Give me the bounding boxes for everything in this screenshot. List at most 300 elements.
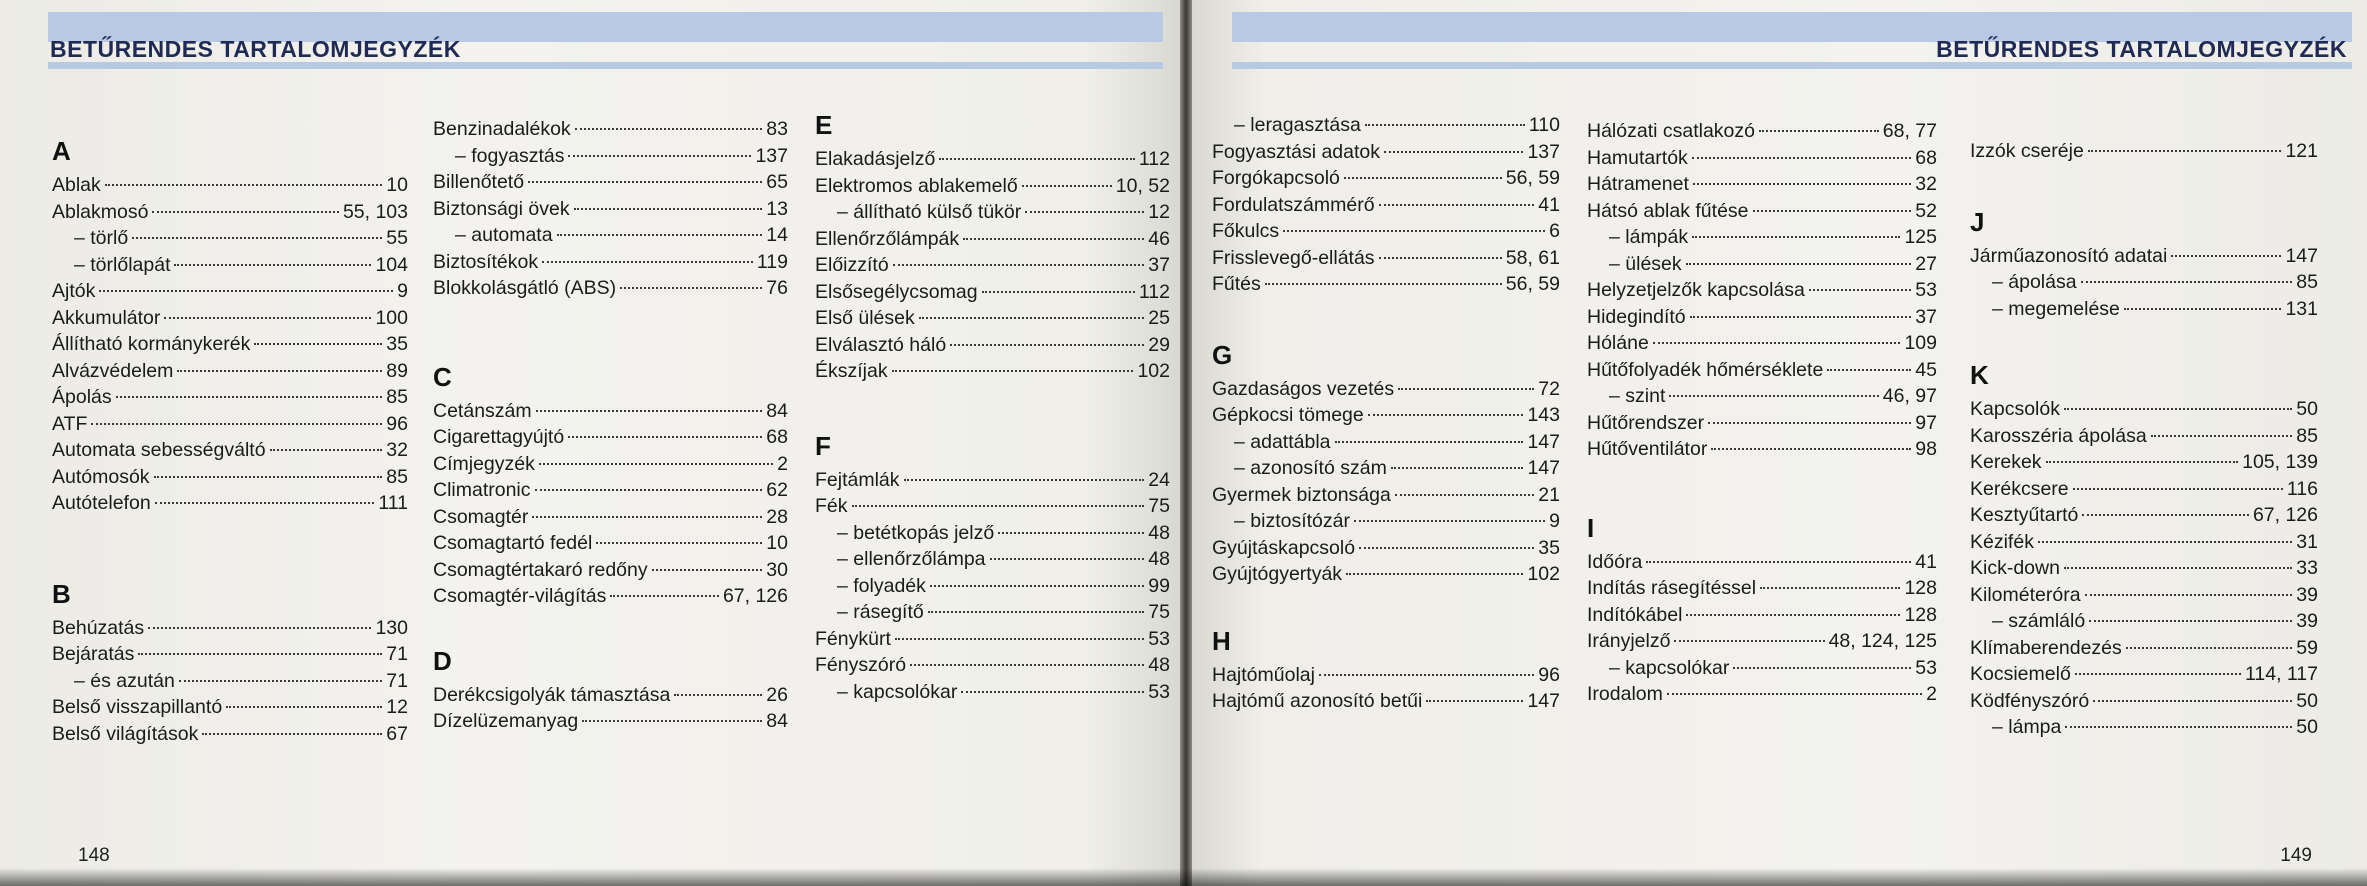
dot-leader bbox=[1669, 395, 1878, 397]
index-page-ref: 96 bbox=[386, 412, 408, 435]
dot-leader bbox=[919, 317, 1145, 319]
index-page-ref: 98 bbox=[1915, 438, 1937, 460]
index-term: Fordulatszámmérő bbox=[1212, 193, 1375, 216]
index-page-ref: 9 bbox=[1549, 510, 1560, 532]
left-page bbox=[0, 0, 1180, 886]
index-page-ref: 128 bbox=[1904, 603, 1937, 626]
index-entry bbox=[1212, 535, 1560, 561]
dot-leader bbox=[1667, 693, 1922, 695]
index-entry bbox=[433, 249, 788, 275]
index-entry bbox=[1587, 549, 1937, 575]
index-term: Elválasztó háló bbox=[815, 333, 947, 356]
index-term: Derékcsigolyák támasztása bbox=[433, 683, 671, 706]
index-term: Kocsiemelő bbox=[1970, 663, 2071, 685]
index-entry bbox=[1212, 662, 1560, 688]
dot-leader bbox=[1391, 467, 1524, 469]
index-term: – folyadék bbox=[837, 574, 926, 597]
index-term: – lámpa bbox=[1992, 716, 2062, 738]
index-page-ref: 10 bbox=[386, 174, 408, 196]
index-term: Hóláne bbox=[1587, 332, 1649, 354]
dot-leader bbox=[963, 238, 1144, 240]
index-page-ref: 37 bbox=[1915, 305, 1937, 328]
dot-leader bbox=[1395, 494, 1534, 496]
dot-leader bbox=[1674, 640, 1824, 642]
index-entry bbox=[1970, 396, 2318, 422]
dot-leader bbox=[155, 502, 375, 504]
index-term: – kapcsolókar bbox=[1609, 656, 1730, 679]
index-entry bbox=[52, 278, 408, 304]
index-term: – megemelése bbox=[1992, 297, 2120, 320]
index-page-ref: 102 bbox=[1137, 360, 1170, 382]
index-page-ref: 68, 77 bbox=[1882, 120, 1937, 142]
dot-leader bbox=[116, 396, 383, 398]
index-entry bbox=[52, 615, 408, 641]
index-term: Gyermek biztonsága bbox=[1212, 483, 1391, 506]
index-term: Elakadásjelző bbox=[815, 148, 936, 170]
index-page-ref: 65 bbox=[766, 171, 788, 193]
dot-leader bbox=[928, 611, 1145, 613]
dot-leader bbox=[1368, 414, 1524, 416]
index-entry bbox=[433, 116, 788, 142]
index-entry bbox=[815, 252, 1170, 278]
dot-leader bbox=[1653, 342, 1901, 344]
index-entry bbox=[1587, 602, 1937, 628]
index-page-ref: 46, 97 bbox=[1882, 385, 1937, 407]
index-term: Bejáratás bbox=[52, 643, 135, 665]
index-term: Elektromos ablakemelő bbox=[815, 174, 1018, 197]
index-letter-heading: J bbox=[1970, 206, 1985, 237]
index-page-ref: 29 bbox=[1148, 333, 1170, 356]
dot-leader bbox=[568, 436, 762, 438]
dot-leader bbox=[1809, 289, 1911, 291]
index-entry bbox=[1212, 402, 1560, 428]
dot-leader bbox=[1025, 211, 1144, 213]
index-term: Blokkolásgátló (ABS) bbox=[433, 277, 617, 299]
index-term: – ellenőrzőlámpa bbox=[837, 548, 986, 570]
index-entry bbox=[433, 169, 788, 195]
index-entry bbox=[433, 451, 788, 477]
index-letter-heading: E bbox=[815, 110, 833, 140]
index-page-ref: 75 bbox=[1148, 495, 1170, 517]
index-term: Belső világítások bbox=[52, 722, 199, 745]
index-entry bbox=[1587, 436, 1937, 462]
index-page-ref: 147 bbox=[1527, 690, 1560, 712]
index-entry bbox=[815, 493, 1170, 519]
dot-leader bbox=[91, 423, 382, 425]
dot-leader bbox=[2038, 541, 2292, 543]
index-term: – biztosítózár bbox=[1234, 510, 1350, 532]
index-term: Hátramenet bbox=[1587, 173, 1689, 195]
index-term: Kerekek bbox=[1970, 451, 2042, 473]
index-entry bbox=[1587, 251, 1937, 277]
index-entry bbox=[815, 679, 1170, 705]
index-page-ref: 56, 59 bbox=[1505, 273, 1560, 295]
index-page-ref: 102 bbox=[1527, 563, 1560, 585]
index-term: Ajtók bbox=[52, 280, 96, 302]
index-page-ref: 50 bbox=[2296, 689, 2318, 712]
index-page-ref: 41 bbox=[1538, 193, 1560, 216]
index-entry bbox=[433, 477, 788, 503]
index-page-ref: 84 bbox=[766, 399, 788, 422]
index-page-ref: 143 bbox=[1527, 404, 1560, 426]
index-entry bbox=[52, 199, 408, 225]
index-entry bbox=[815, 173, 1170, 199]
index-entry bbox=[1970, 476, 2318, 502]
index-entry bbox=[1587, 357, 1937, 383]
dot-leader bbox=[2126, 647, 2293, 649]
dot-leader bbox=[910, 664, 1144, 666]
index-term: Benzinadalékok bbox=[433, 118, 571, 140]
dot-leader bbox=[1646, 561, 1911, 563]
index-entry bbox=[52, 464, 408, 490]
index-page-ref: 125 bbox=[1904, 226, 1937, 248]
dot-leader bbox=[148, 627, 371, 629]
index-entry bbox=[433, 530, 788, 556]
index-term: Frisslevegő-ellátás bbox=[1212, 246, 1375, 269]
index-term: Ellenőrzőlámpák bbox=[815, 227, 960, 250]
index-entry bbox=[1587, 145, 1937, 171]
index-entry bbox=[1587, 198, 1937, 224]
dot-leader bbox=[939, 158, 1135, 160]
index-term: Ékszíjak bbox=[815, 360, 888, 382]
index-term: – azonosító szám bbox=[1234, 457, 1387, 479]
dot-leader bbox=[536, 410, 763, 412]
book-gutter bbox=[1180, 0, 1192, 886]
dot-leader bbox=[895, 638, 1144, 640]
index-page-ref: 76 bbox=[766, 277, 788, 299]
dot-leader bbox=[270, 449, 383, 451]
dot-leader bbox=[177, 370, 382, 372]
index-entry bbox=[1212, 245, 1560, 271]
index-entry bbox=[1212, 455, 1560, 481]
index-entry bbox=[1212, 192, 1560, 218]
index-page-ref: 85 bbox=[2296, 271, 2318, 293]
dot-leader bbox=[557, 234, 763, 236]
index-page-ref: 53 bbox=[1148, 680, 1170, 703]
dot-leader bbox=[961, 691, 1144, 693]
index-term: Címjegyzék bbox=[433, 452, 535, 475]
index-entry bbox=[1212, 561, 1560, 587]
dot-leader bbox=[2046, 461, 2239, 463]
index-term: Ködfényszóró bbox=[1970, 689, 2090, 712]
index-entry bbox=[1212, 482, 1560, 508]
dot-leader bbox=[2085, 594, 2293, 596]
index-page-ref: 67, 126 bbox=[2252, 504, 2318, 526]
index-page-ref: 26 bbox=[766, 683, 788, 706]
index-term: Hűtőfolyadék hőmérséklete bbox=[1587, 358, 1824, 381]
index-page-ref: 72 bbox=[1538, 377, 1560, 400]
index-page-ref: 100 bbox=[375, 306, 408, 329]
index-term: – számláló bbox=[1992, 610, 2086, 632]
index-term: Fejtámlák bbox=[815, 468, 900, 491]
index-page-ref: 105, 139 bbox=[2242, 451, 2318, 473]
index-entry bbox=[433, 557, 788, 583]
index-page-ref: 84 bbox=[766, 710, 788, 732]
index-term: Biztonsági övek bbox=[433, 197, 570, 220]
index-page-ref: 137 bbox=[755, 144, 788, 167]
index-page-ref: 53 bbox=[1915, 279, 1937, 301]
dot-leader bbox=[1379, 257, 1502, 259]
index-term: Hamutartók bbox=[1587, 146, 1688, 169]
index-entry bbox=[1970, 688, 2318, 714]
index-entry bbox=[815, 467, 1170, 493]
dot-leader bbox=[982, 291, 1135, 293]
index-term: Akkumulátor bbox=[52, 306, 161, 329]
dot-leader bbox=[528, 181, 762, 183]
index-entry bbox=[1587, 410, 1937, 436]
index-entry bbox=[815, 305, 1170, 331]
dot-leader bbox=[2082, 514, 2249, 516]
index-page-ref: 21 bbox=[1538, 483, 1560, 506]
index-entry bbox=[52, 668, 408, 694]
index-entry bbox=[1970, 608, 2318, 634]
index-letter-heading: F bbox=[815, 430, 831, 461]
index-term: Fék bbox=[815, 495, 848, 517]
index-entry bbox=[1970, 296, 2318, 322]
dot-leader bbox=[105, 184, 383, 186]
index-term: – állítható külső tükör bbox=[837, 201, 1022, 223]
index-page-ref: 112 bbox=[1138, 148, 1170, 170]
index-page-ref: 10 bbox=[766, 532, 788, 554]
index-page-ref: 110 bbox=[1528, 114, 1560, 136]
index-page-ref: 28 bbox=[766, 505, 788, 528]
index-entry bbox=[1212, 376, 1560, 402]
index-term: – automata bbox=[455, 224, 553, 246]
dot-leader bbox=[1283, 230, 1545, 232]
index-page-ref: 114, 117 bbox=[2244, 663, 2318, 685]
index-term: Automata sebességváltó bbox=[52, 439, 266, 461]
dot-leader bbox=[179, 680, 382, 682]
index-term: Alvázvédelem bbox=[52, 359, 174, 382]
index-term: Hátsó ablak fűtése bbox=[1587, 199, 1749, 222]
index-page-ref: 12 bbox=[386, 696, 408, 718]
dot-leader bbox=[2124, 308, 2282, 310]
index-entry bbox=[815, 546, 1170, 572]
index-entry bbox=[815, 199, 1170, 225]
index-page-ref: 52 bbox=[1915, 199, 1937, 222]
index-entry bbox=[1212, 429, 1560, 455]
dot-leader bbox=[930, 585, 1144, 587]
index-term: – törlő bbox=[74, 227, 129, 249]
dot-leader bbox=[1711, 448, 1911, 450]
index-term: Cetánszám bbox=[433, 399, 532, 422]
index-term: Állítható kormánykerék bbox=[52, 333, 251, 355]
index-term: – kapcsolókar bbox=[837, 680, 958, 703]
index-entry bbox=[433, 398, 788, 424]
index-entry bbox=[1587, 330, 1937, 356]
index-entry bbox=[1970, 138, 2318, 164]
index-page-ref: 2 bbox=[777, 452, 788, 475]
dot-leader bbox=[1733, 667, 1911, 669]
dot-leader bbox=[2064, 567, 2292, 569]
dot-leader bbox=[893, 264, 1145, 266]
index-page-ref: 31 bbox=[2296, 530, 2318, 553]
index-page-ref: 6 bbox=[1549, 220, 1560, 242]
index-term: – adattábla bbox=[1234, 430, 1331, 453]
index-page-ref: 147 bbox=[1527, 430, 1560, 453]
index-entry bbox=[433, 143, 788, 169]
index-entry bbox=[1212, 165, 1560, 191]
index-page-ref: 96 bbox=[1538, 663, 1560, 686]
index-entry bbox=[815, 626, 1170, 652]
index-page-ref: 24 bbox=[1148, 468, 1170, 491]
index-entry bbox=[52, 172, 408, 198]
index-page-ref: 30 bbox=[766, 558, 788, 581]
index-entry bbox=[815, 226, 1170, 252]
index-term: Indítókábel bbox=[1587, 603, 1683, 626]
index-page-ref: 68 bbox=[1915, 146, 1937, 169]
index-page-ref: 46 bbox=[1148, 227, 1170, 250]
index-entry bbox=[52, 252, 408, 278]
dot-leader bbox=[1827, 369, 1911, 371]
index-page-ref: 35 bbox=[1538, 536, 1560, 559]
index-term: Hűtőventilátor bbox=[1587, 438, 1708, 460]
dot-leader bbox=[674, 694, 762, 696]
index-entry bbox=[1212, 271, 1560, 297]
index-page-ref: 128 bbox=[1904, 577, 1937, 599]
index-entry bbox=[815, 279, 1170, 305]
dot-leader bbox=[904, 479, 1145, 481]
index-letter-heading: B bbox=[52, 578, 71, 609]
index-page-ref: 85 bbox=[2296, 424, 2318, 447]
dot-leader bbox=[226, 706, 382, 708]
index-term: Fénykürt bbox=[815, 627, 891, 650]
dot-leader bbox=[1354, 520, 1545, 522]
dot-leader bbox=[2171, 255, 2281, 257]
index-term: Dízelüzemanyag bbox=[433, 710, 579, 732]
index-page-ref: 33 bbox=[2296, 557, 2318, 579]
index-page-ref: 97 bbox=[1915, 411, 1937, 434]
index-page-ref: 121 bbox=[2285, 140, 2318, 162]
index-page-ref: 116 bbox=[2286, 477, 2318, 500]
index-term: Első ülések bbox=[815, 307, 915, 329]
dot-leader bbox=[2081, 281, 2293, 283]
dot-leader bbox=[990, 558, 1145, 560]
index-term: Izzók cseréje bbox=[1970, 140, 2084, 162]
index-page-ref: 27 bbox=[1915, 252, 1937, 275]
index-entry bbox=[1970, 269, 2318, 295]
index-entry bbox=[52, 305, 408, 331]
index-column bbox=[433, 0, 788, 820]
index-page-ref: 109 bbox=[1904, 332, 1937, 354]
index-page-ref: 119 bbox=[756, 250, 788, 273]
index-term: Ablakmosó bbox=[52, 200, 149, 223]
dot-leader bbox=[2093, 700, 2292, 702]
dot-leader bbox=[1686, 263, 1912, 265]
index-page-ref: 25 bbox=[1148, 307, 1170, 329]
index-entry bbox=[815, 146, 1170, 172]
index-page-ref: 48 bbox=[1148, 521, 1170, 544]
dot-leader bbox=[2089, 620, 2292, 622]
index-term: Fűtés bbox=[1212, 273, 1261, 295]
index-term: Csomagtér-világítás bbox=[433, 585, 607, 607]
dot-leader bbox=[2073, 488, 2283, 490]
index-entry bbox=[1587, 171, 1937, 197]
index-page-ref: 130 bbox=[375, 616, 408, 639]
index-term: Kick-down bbox=[1970, 557, 2060, 579]
index-entry bbox=[52, 411, 408, 437]
index-term: Kapcsolók bbox=[1970, 398, 2060, 420]
index-entry bbox=[52, 331, 408, 357]
index-term: Kesztyűtartó bbox=[1970, 504, 2079, 526]
index-term: – törlőlapát bbox=[74, 253, 171, 276]
index-entry bbox=[815, 332, 1170, 358]
dot-leader bbox=[1426, 700, 1523, 702]
index-page-ref: 13 bbox=[766, 197, 788, 220]
dot-leader bbox=[2151, 435, 2293, 437]
index-term: Behúzatás bbox=[52, 616, 145, 639]
dot-leader bbox=[574, 208, 763, 210]
dot-leader bbox=[164, 317, 371, 319]
index-page-ref: 35 bbox=[386, 333, 408, 355]
index-entry bbox=[1587, 277, 1937, 303]
index-entry bbox=[1970, 243, 2318, 269]
index-entry bbox=[1587, 628, 1937, 654]
dot-leader bbox=[950, 344, 1144, 346]
index-page-ref: 55, 103 bbox=[342, 200, 408, 223]
index-entry bbox=[433, 196, 788, 222]
dot-leader bbox=[535, 489, 763, 491]
index-page-ref: 71 bbox=[386, 669, 408, 692]
dot-leader bbox=[1346, 573, 1523, 575]
dot-leader bbox=[1686, 614, 1900, 616]
index-page-ref: 32 bbox=[1915, 173, 1937, 195]
index-entry bbox=[1212, 218, 1560, 244]
index-page-ref: 50 bbox=[2296, 716, 2318, 738]
page-header-title: BETŰRENDES TARTALOMJEGYZÉK bbox=[50, 36, 461, 62]
index-term: – lámpák bbox=[1609, 226, 1689, 248]
index-page-ref: 112 bbox=[1138, 280, 1170, 303]
index-column bbox=[1587, 0, 1937, 820]
dot-leader bbox=[1692, 157, 1912, 159]
dot-leader bbox=[2064, 408, 2292, 410]
page-number: 149 bbox=[2280, 845, 2312, 866]
dot-leader bbox=[1379, 204, 1535, 206]
index-term: Autómosók bbox=[52, 465, 150, 488]
dot-leader bbox=[154, 476, 383, 478]
dot-leader bbox=[539, 463, 773, 465]
index-letter-heading: G bbox=[1212, 339, 1233, 370]
dot-leader bbox=[582, 720, 762, 722]
dot-leader bbox=[610, 595, 719, 597]
index-entry bbox=[1970, 635, 2318, 661]
index-term: ATF bbox=[52, 412, 88, 435]
index-page-ref: 104 bbox=[375, 253, 408, 276]
index-entry bbox=[1970, 449, 2318, 475]
index-term: Fogyasztási adatok bbox=[1212, 140, 1381, 163]
index-entry bbox=[815, 358, 1170, 384]
index-page-ref: 67, 126 bbox=[722, 585, 788, 607]
index-page-ref: 50 bbox=[2296, 398, 2318, 420]
index-term: Gyújtógyertyák bbox=[1212, 563, 1343, 585]
index-term: – és azután bbox=[74, 669, 175, 692]
index-page-ref: 12 bbox=[1148, 201, 1170, 223]
index-entry bbox=[1970, 502, 2318, 528]
index-term: Climatronic bbox=[433, 479, 531, 501]
index-letter-heading: D bbox=[433, 645, 452, 676]
index-term: Gépkocsi tömege bbox=[1212, 404, 1364, 426]
page-header-title: BETŰRENDES TARTALOMJEGYZÉK bbox=[1936, 36, 2347, 62]
index-term: Ablak bbox=[52, 174, 101, 196]
index-entry bbox=[815, 520, 1170, 546]
index-entry bbox=[52, 694, 408, 720]
index-term: – fogyasztás bbox=[455, 144, 565, 167]
right-page bbox=[1192, 0, 2367, 886]
index-entry bbox=[1587, 118, 1937, 144]
index-term: Időóra bbox=[1587, 550, 1643, 573]
index-entry bbox=[1587, 304, 1937, 330]
index-term: Hajtómű azonosító betűi bbox=[1212, 690, 1423, 712]
